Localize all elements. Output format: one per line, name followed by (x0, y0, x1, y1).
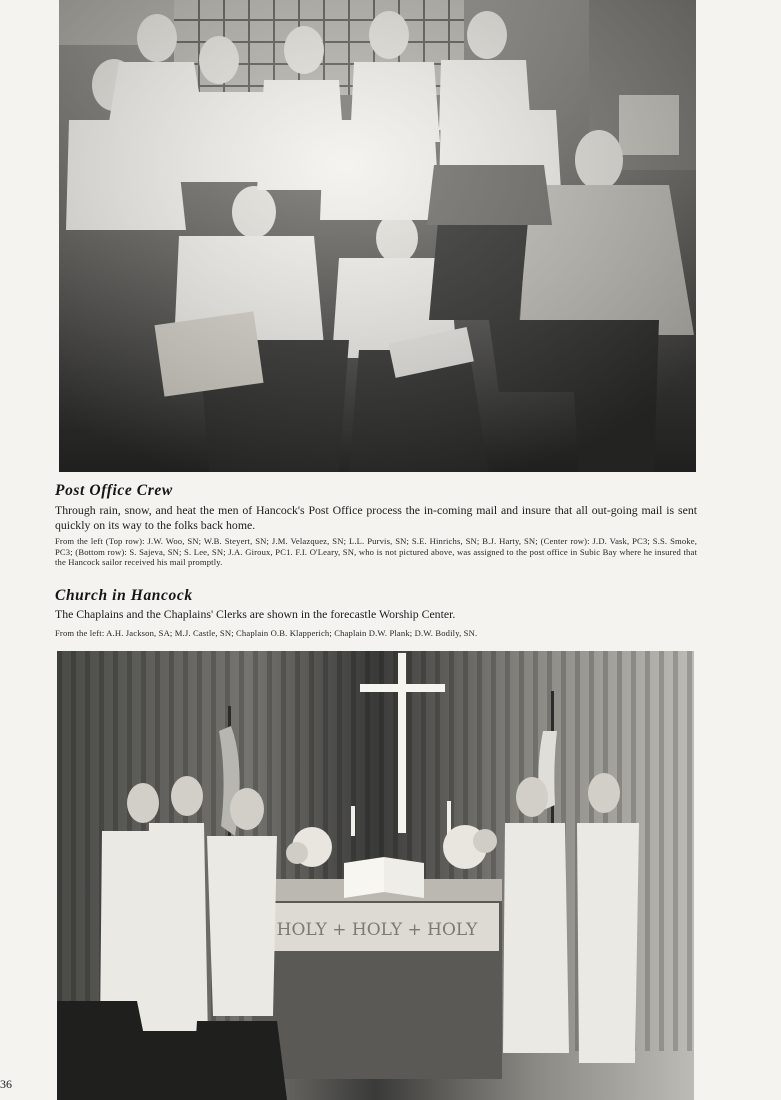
church-heading: Church in Hancock (55, 587, 193, 604)
post-office-description: Through rain, snow, and heat the men of Hancock's Post Office process the in-coming mail and insure that all out-going mail is sent quickly on its way to the folks back home. (55, 503, 697, 532)
church-description: The Chaplains and the Chaplains' Clerks are shown in the forecastle Worship Center. (55, 607, 456, 621)
church-photo-illustration (57, 651, 694, 1100)
church-photo (57, 651, 694, 1100)
post-office-crew-photo (59, 0, 696, 472)
page-number: 36 (0, 1077, 12, 1091)
post-office-caption: From the left (Top row): J.W. Woo, SN; W.B. Steyert, SN; J.M. Velazquez, SN; L.L. Purvis, SN; S.E. Hinrichs, SN; B.J. Harty, SN; (Center row): J.D. Vask, PC3; S.S. Smoke, PC3; (Bottom row): S. Sajeva, SN; S. Lee, SN; J.A. Giroux, PC1. F.I. O'Leary, SN, who is not pictured above, was assigned to the post office in Subic Bay where he insured that the Hancock sailor received his mail promptly. (55, 536, 697, 568)
post-office-photo-illustration (59, 0, 696, 472)
altar-cloth-text: HOLY + HOLY + HOLY (276, 920, 478, 940)
post-office-heading: Post Office Crew (55, 482, 173, 499)
church-caption: From the left: A.H. Jackson, SA; M.J. Castle, SN; Chaplain O.B. Klapperich; Chaplain D.W. Plank; D.W. Bodily, SN. (55, 628, 478, 638)
